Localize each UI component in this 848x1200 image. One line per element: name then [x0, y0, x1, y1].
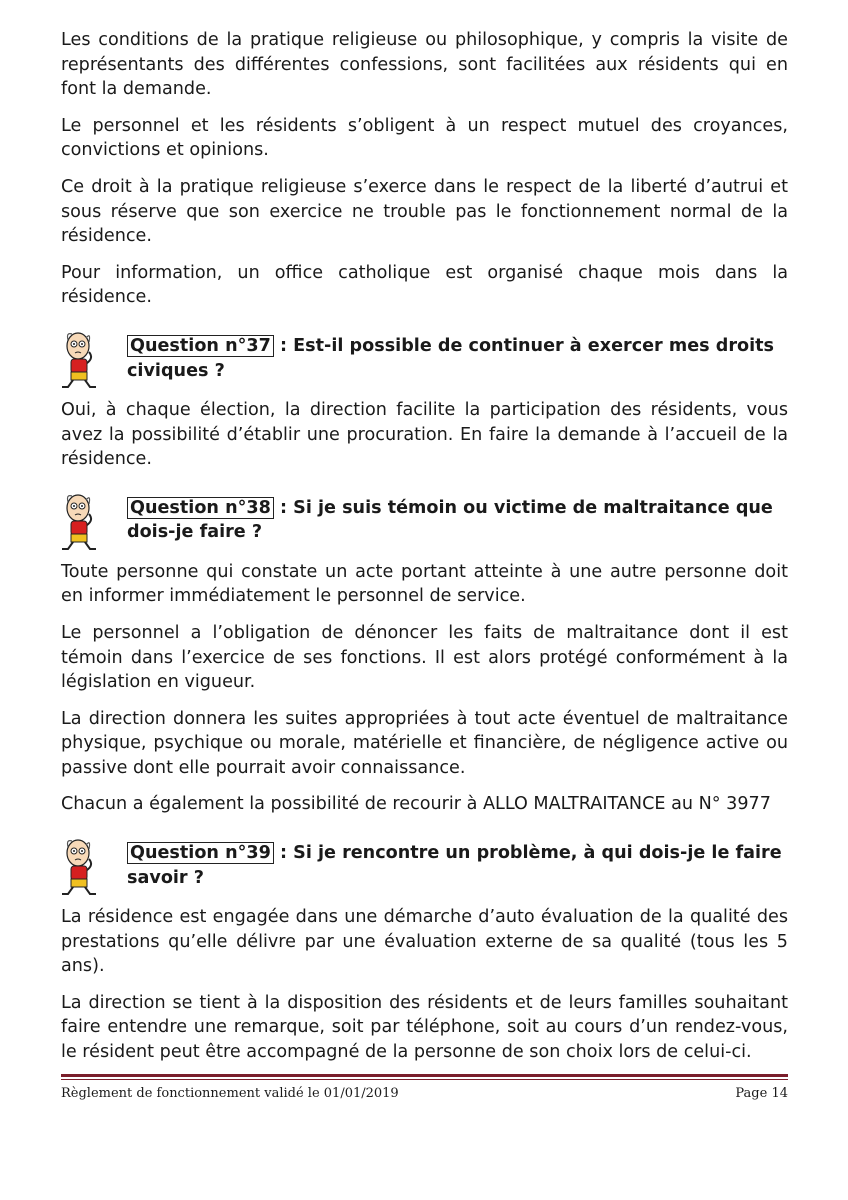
question-block-37: [61, 334, 788, 392]
question-block-39: [61, 841, 788, 899]
intro-paragraph: Les conditions de la pratique religieuse ou philosophique, y compris la visite de représentants des différentes confessions, sont facilitées aux résidents qui en font la demande.: [61, 30, 788, 100]
question-label: Question n°39: [127, 842, 274, 864]
footer-rule: [61, 1074, 788, 1077]
question-text: : Est-il possible de continuer à exercer mes droits civiques ?: [127, 335, 774, 381]
question-text: : Si je rencontre un problème, à qui dois-je le faire savoir ?: [127, 843, 782, 888]
intro-paragraph: Le personnel et les résidents s’obligent à un respect mutuel des croyances, convictions et opinions.: [61, 115, 788, 161]
page-footer: [61, 1074, 788, 1101]
question-title: [127, 841, 788, 890]
answer-paragraph: La direction donnera les suites appropriées à tout acte éventuel de maltraitance physique, psychique ou morale, matérielle et financière, de négligence active ou passive dont elle pourrait avoir connaissance.: [61, 708, 788, 778]
answer-paragraph: La résidence est engagée dans une démarche d’auto évaluation de la qualité des prestations qu’elle délivre par une évaluation externe de sa qualité (tous les 5 ans).: [61, 907, 788, 977]
thinking-old-man-icon: [58, 330, 108, 390]
footer-page-number: Page 14: [735, 1086, 788, 1101]
thinking-old-man-icon: [58, 837, 108, 897]
answer-paragraph: Oui, à chaque élection, la direction facilite la participation des résidents, vous avez la possibilité d’établir une procuration. En faire la demande à l’accueil de la résidence.: [61, 399, 788, 470]
answer-paragraph: Chacun a également la possibilité de recourir à ALLO MALTRAITANCE au N° 3977: [61, 794, 771, 815]
question-label: Question n°37: [127, 335, 274, 357]
intro-paragraph: Pour information, un office catholique est organisé chaque mois dans la résidence.: [61, 262, 788, 308]
question-title: [127, 496, 788, 545]
question-label: Question n°38: [127, 497, 274, 519]
answer-paragraph: Le personnel a l’obligation de dénoncer les faits de maltraitance dont il est témoin dans l’exercice de ses fonctions. Il est alors protégé conformément à la législation en vigueur.: [61, 622, 788, 693]
thinking-old-man-icon: [58, 492, 108, 552]
page-content: [61, 28, 788, 1065]
footer-rule-thin: [61, 1079, 788, 1080]
question-title: [127, 334, 788, 383]
footer-document-title: Règlement de fonctionnement validé le 01/01/2019: [61, 1086, 399, 1101]
footer-row: [61, 1086, 788, 1101]
answer-paragraph: Toute personne qui constate un acte portant atteinte à une autre personne doit en informer immédiatement le personnel de service.: [61, 561, 788, 607]
intro-paragraph: Ce droit à la pratique religieuse s’exerce dans le respect de la liberté d’autrui et sous réserve que son exercice ne trouble pas le fonctionnement normal de la résidence.: [61, 176, 788, 247]
answer-paragraph: La direction se tient à la disposition des résidents et de leurs familles souhaitant faire entendre une remarque, soit par téléphone, soit au cours d’un rendez-vous, le résident peut être accompagné de la personne de son choix lors de celui-ci.: [61, 992, 788, 1063]
question-text: : Si je suis témoin ou victime de maltraitance que dois-je faire ?: [127, 497, 773, 543]
question-block-38: [61, 496, 788, 554]
